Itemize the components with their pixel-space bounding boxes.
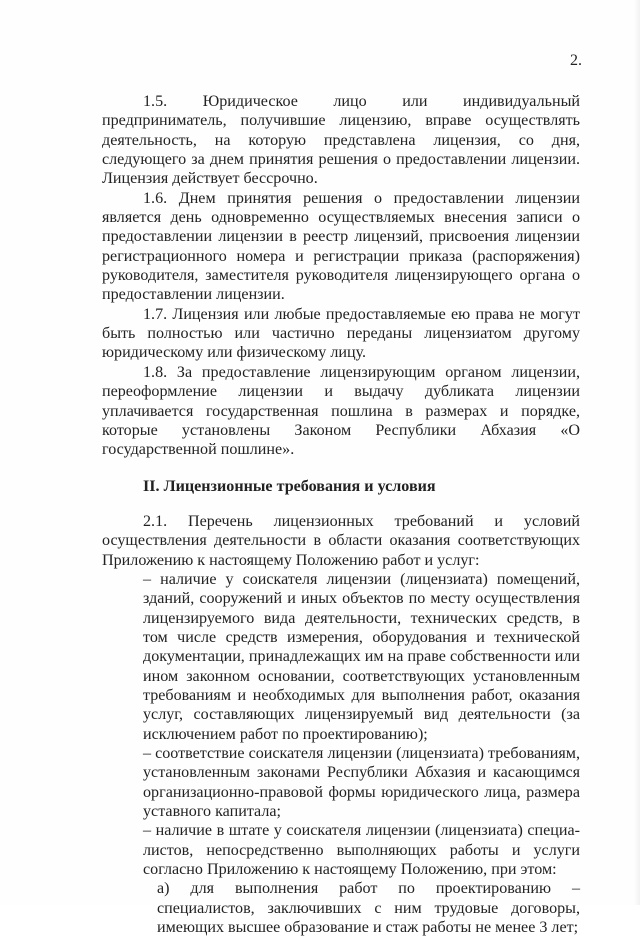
list-item: – наличие в штате у соискателя лицензии (лицензиата) специалистов, непосредственно выполняющих работы и услуги согласно Приложению к настоящему Положению, при этом: <box>143 822 580 879</box>
requirements-list <box>143 570 580 937</box>
paragraph-number: 1.8. <box>143 363 168 381</box>
paragraph-number: 2.1. <box>143 512 168 530</box>
paragraph-number: 1.6. <box>143 189 168 207</box>
section-heading: II. Лицензионные требования и условия <box>143 477 436 495</box>
paragraph-1-6 <box>102 189 580 305</box>
page-edge-shadow <box>634 0 640 905</box>
paragraph-1-5 <box>102 92 580 189</box>
sub-list-item: а) для выполнения работ по проектированию – специалистов, заключивших с ним трудовые договоры, имеющих высшее образование и стаж работы не менее 3 лет; <box>157 880 580 937</box>
document-body <box>102 92 580 937</box>
paragraph-1-7 <box>102 305 580 363</box>
paragraph-text: Перечень лицензионных требований и условий осуществления деятельности в области оказания соответствующих Приложению к настоящему Положению работ и услуг: <box>102 512 580 569</box>
page-number: 2. <box>570 52 582 69</box>
paragraph-text: Днем принятия решения о предоставлении лицензии является день одновременно осуществляемых внесения записи о предоставлении лицензии в реестр лицензий, присвоения лицензии регистрационного номера и регистрации приказа (распоряжения) руководителя, заместителя руководителя лицензирующего органа о предоставлении лицензии. <box>102 189 580 304</box>
paragraph-2-1 <box>102 512 580 570</box>
paragraph-text: За предоставление лицензирующим органом лицензии, переоформление лицензии и выдачу дубликата лицензии уплачивается государственная пошлина в размерах и порядке, которые установлены Законом Республики Абхазия «О государственной пошлине». <box>102 363 580 459</box>
list-item: – наличие у соискателя лицензии (лицензиата) помещений, зданий, сооружений и иных объектов по месту осуществления лицензируемого вида деятельности, технических средств, в том числе средств измерения, оборудования и технической документации, принадлежащих им на праве собственности или ином законном основании, соответствующих установленным требованиям и необходимых для выполнения работ, оказания услуг, составляющих лицензируемый вид деятельности (за исключением работ по проектированию); <box>143 570 580 743</box>
paragraph-number: 1.5. <box>143 93 168 110</box>
paragraph-text: Юридическое лицо или индивидуальный предприниматель, получившие лицензию, вправе осуществлять деятельность, на которую представлена лицензия, со дня, следующего за днем принятия решения о предоставлении лицензии. Лицензия действует бессрочно. <box>102 93 580 188</box>
paragraph-text: Лицензия или любые предоставляемые ею права не могут быть полностью или частично переданы лицензиатом другому юридическому или физическому лицу. <box>102 305 580 362</box>
list-item: – соответствие соискателя лицензии (лицензиата) требованиям, установленным законами Республики Абхазия и касающимся организационно-правовой формы юридического лица, размера уставного капитала; <box>143 745 580 821</box>
paragraph-number: 1.7. <box>143 305 168 323</box>
paragraph-1-8 <box>102 363 580 460</box>
